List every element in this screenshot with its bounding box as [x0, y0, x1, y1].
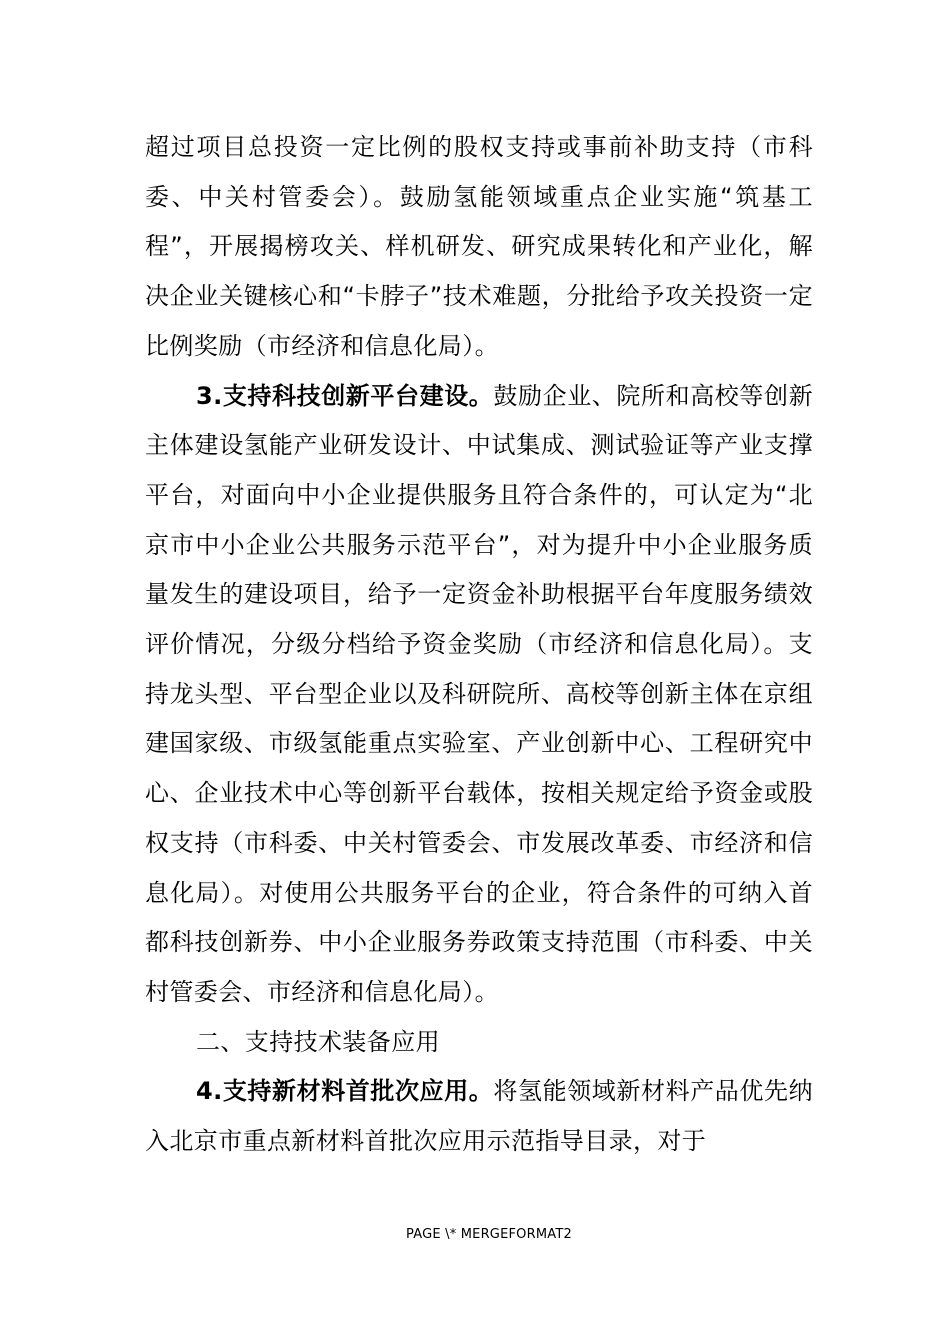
paragraph-new-materials [145, 1067, 813, 1166]
paragraph-text: 将氢能领域新材料产品优先纳入北京市重点新材料首批次应用示范指导目录，对于 [145, 1077, 813, 1156]
paragraph-heading: 3.支持科技创新平台建设。 [196, 381, 494, 410]
section-heading [145, 1018, 813, 1068]
document-body [145, 123, 813, 1167]
page-footer: PAGE \* MERGEFORMAT2 [406, 1227, 572, 1242]
paragraph-heading: 4.支持新材料首批次应用。 [196, 1077, 494, 1106]
paragraph-tech-platform [145, 372, 813, 1018]
section-heading-text: 二、支持技术装备应用 [196, 1027, 440, 1056]
paragraph-text: 鼓励企业、院所和高校等创新主体建设氢能产业研发设计、中试集成、测试验证等产业支撑平台，对面向中小企业提供服务且符合条件的，可认定为“北京市中小企业公共服务示范平台”，对为提升中小企业服务质量发生的建设项目，给予一定资金补助根据平台年度服务绩效评价情况，分级分档给予资金奖励（市经济和信息化局）。支持龙头型、平台型企业以及科研院所、高校等创新主体在京组建国家级、市级氢能重点实验室、产业创新中心、工程研究中心、企业技术中心等创新平台载体，按相关规定给予资金或股权支持（市科委、中关村管委会、市发展改革委、市经济和信息化局）。对使用公共服务平台的企业，符合条件的可纳入首都科技创新券、中小企业服务券政策支持范围（市科委、中关村管委会、市经济和信息化局）。 [145, 381, 813, 1006]
paragraph-text: 超过项目总投资一定比例的股权支持或事前补助支持（市科委、中关村管委会）。鼓励氢能领域重点企业实施“筑基工程”，开展揭榜攻关、样机研发、研究成果转化和产业化，解决企业关键核心和“卡脖子”技术难题，分批给予攻关投资一定比例奖励（市经济和信息化局）。 [145, 133, 813, 360]
paragraph-continuation [145, 123, 813, 372]
